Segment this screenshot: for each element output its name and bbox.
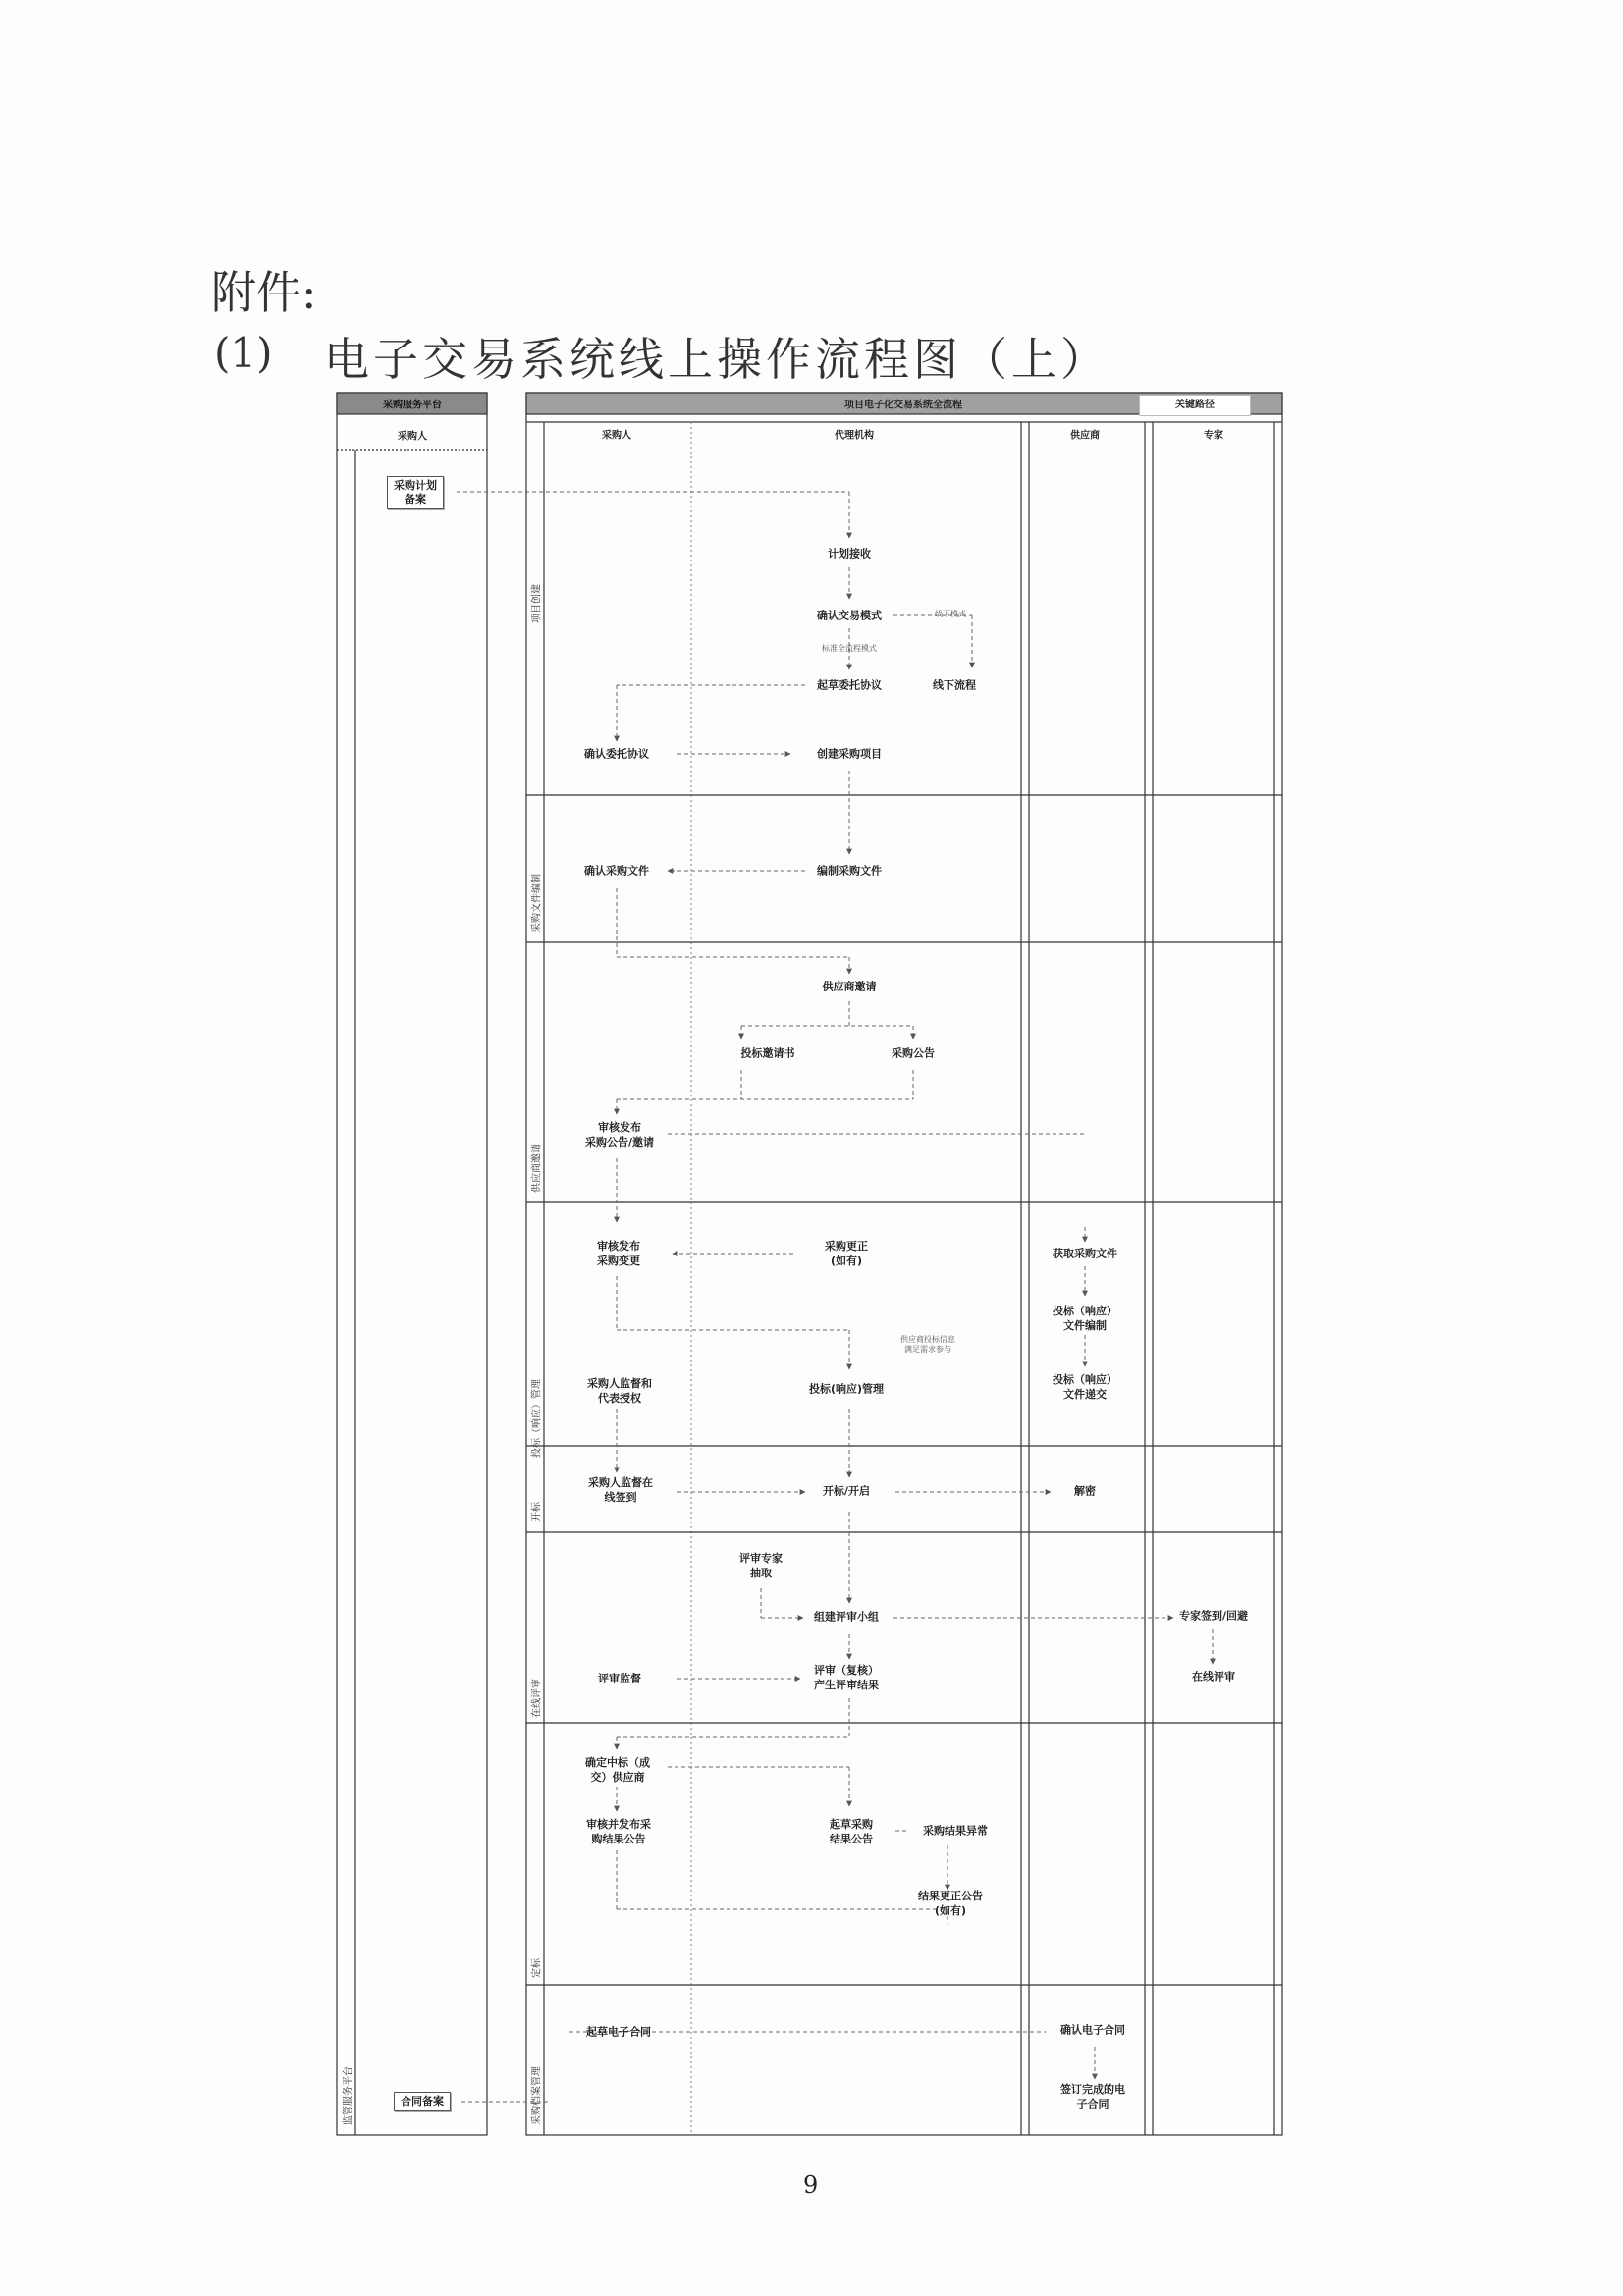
node-confirm-mode: 确认交易模式 bbox=[817, 609, 882, 622]
node-plan-receive: 计划接收 bbox=[828, 547, 871, 561]
node-draft-result-notice: 起草采购 结果公告 bbox=[830, 1818, 873, 1845]
node-confirm-winner: 确定中标（成 交）供应商 bbox=[585, 1756, 650, 1784]
node-confirm-docs: 确认采购文件 bbox=[584, 864, 649, 878]
node-review-supervise: 评审监督 bbox=[598, 1672, 641, 1685]
left-panel-title: 采购服务平台 bbox=[383, 400, 442, 411]
node-bid-submit: 投标（响应） 文件递交 bbox=[1053, 1373, 1117, 1401]
lane-label-6: 在线评审 bbox=[531, 1679, 543, 1718]
column-purchaser: 采购人 bbox=[602, 430, 631, 442]
node-purchaser-supervise: 采购人监督和 代表授权 bbox=[587, 1377, 652, 1405]
node-offline-mode: 线下模式 bbox=[935, 610, 966, 618]
lane-label-3: 供应商邀请 bbox=[531, 1144, 543, 1193]
node-form-panel: 组建评审小组 bbox=[814, 1610, 879, 1624]
contract-filing-box: 合同备案 bbox=[394, 2092, 451, 2111]
node-get-docs: 获取采购文件 bbox=[1053, 1247, 1117, 1260]
node-expert-sign: 专家签到/回避 bbox=[1178, 1609, 1249, 1623]
node-review-publish: 审核发布 采购公告/邀请 bbox=[584, 1121, 655, 1148]
column-supplier: 供应商 bbox=[1070, 430, 1100, 442]
lane-label-8: 采购档案管理 bbox=[531, 2066, 543, 2125]
left-panel-bottom-label: 监管服务平台 bbox=[343, 2066, 354, 2125]
lane-label-7: 定标 bbox=[531, 1958, 543, 1978]
node-bid-compile: 投标（响应） 文件编制 bbox=[1053, 1305, 1117, 1332]
page-number: 9 bbox=[803, 2171, 819, 2199]
node-review-change: 审核发布 采购变更 bbox=[597, 1240, 640, 1267]
node-bid-open: 开标/开启 bbox=[822, 1484, 871, 1498]
lane-label-1: 项目创建 bbox=[531, 584, 543, 623]
node-confirm-contract: 确认电子合同 bbox=[1060, 2023, 1125, 2037]
node-draft-contract: 起草电子合同 bbox=[586, 2025, 651, 2039]
page-title: 电子交易系统线上操作流程图（上） bbox=[324, 333, 1109, 386]
node-draft-entrust: 起草委托协议 bbox=[817, 678, 882, 692]
key-path-label: 关键路径 bbox=[1175, 400, 1215, 410]
node-sign-contract: 签订完成的电 子合同 bbox=[1060, 2083, 1125, 2110]
node-result-abnormal: 采购结果异常 bbox=[923, 1824, 988, 1838]
node-confirm-entrust: 确认委托协议 bbox=[584, 747, 649, 761]
node-bid-manage: 投标(响应)管理 bbox=[808, 1382, 885, 1396]
node-online-review: 在线评审 bbox=[1192, 1670, 1235, 1683]
node-standard-flow: 标准全流程模式 bbox=[822, 644, 877, 653]
lane-label-4: 投标（响应）管理 bbox=[531, 1379, 543, 1458]
node-purchase-correction: 采购更正 (如有) bbox=[825, 1240, 868, 1267]
left-panel-column: 采购人 bbox=[398, 431, 427, 443]
node-result-correction: 结果更正公告 (如有) bbox=[918, 1890, 983, 1917]
column-expert: 专家 bbox=[1204, 430, 1223, 442]
node-purchase-notice: 采购公告 bbox=[892, 1046, 935, 1060]
plan-filing-box: 采购计划 备案 bbox=[387, 476, 444, 509]
title-number: (1) bbox=[214, 329, 273, 377]
node-review-result-notice: 审核并发布采 购结果公告 bbox=[586, 1818, 651, 1845]
column-agency: 代理机构 bbox=[835, 430, 874, 442]
node-supervise-sign: 采购人监督在 线签到 bbox=[588, 1476, 653, 1504]
node-compile-docs: 编制采购文件 bbox=[817, 864, 882, 878]
node-expert-extract: 评审专家 抽取 bbox=[739, 1552, 783, 1579]
node-supplier-note: 供应商投标信息 满足需求参与 bbox=[900, 1335, 955, 1354]
lane-label-2: 采购文件编制 bbox=[531, 874, 543, 933]
node-decrypt: 解密 bbox=[1074, 1484, 1096, 1498]
node-offline-flow: 线下流程 bbox=[933, 678, 976, 692]
node-review-result: 评审（复核） 产生评审结果 bbox=[814, 1664, 879, 1691]
node-bid-invitation: 投标邀请书 bbox=[740, 1046, 795, 1060]
main-panel-title: 项目电子化交易系统全流程 bbox=[844, 400, 962, 411]
node-create-project: 创建采购项目 bbox=[817, 747, 882, 761]
node-supplier-invite: 供应商邀请 bbox=[822, 980, 877, 993]
lane-label-5: 开标 bbox=[531, 1502, 543, 1522]
attachment-label: 附件: bbox=[211, 266, 317, 319]
key-path-legend bbox=[1139, 395, 1251, 416]
